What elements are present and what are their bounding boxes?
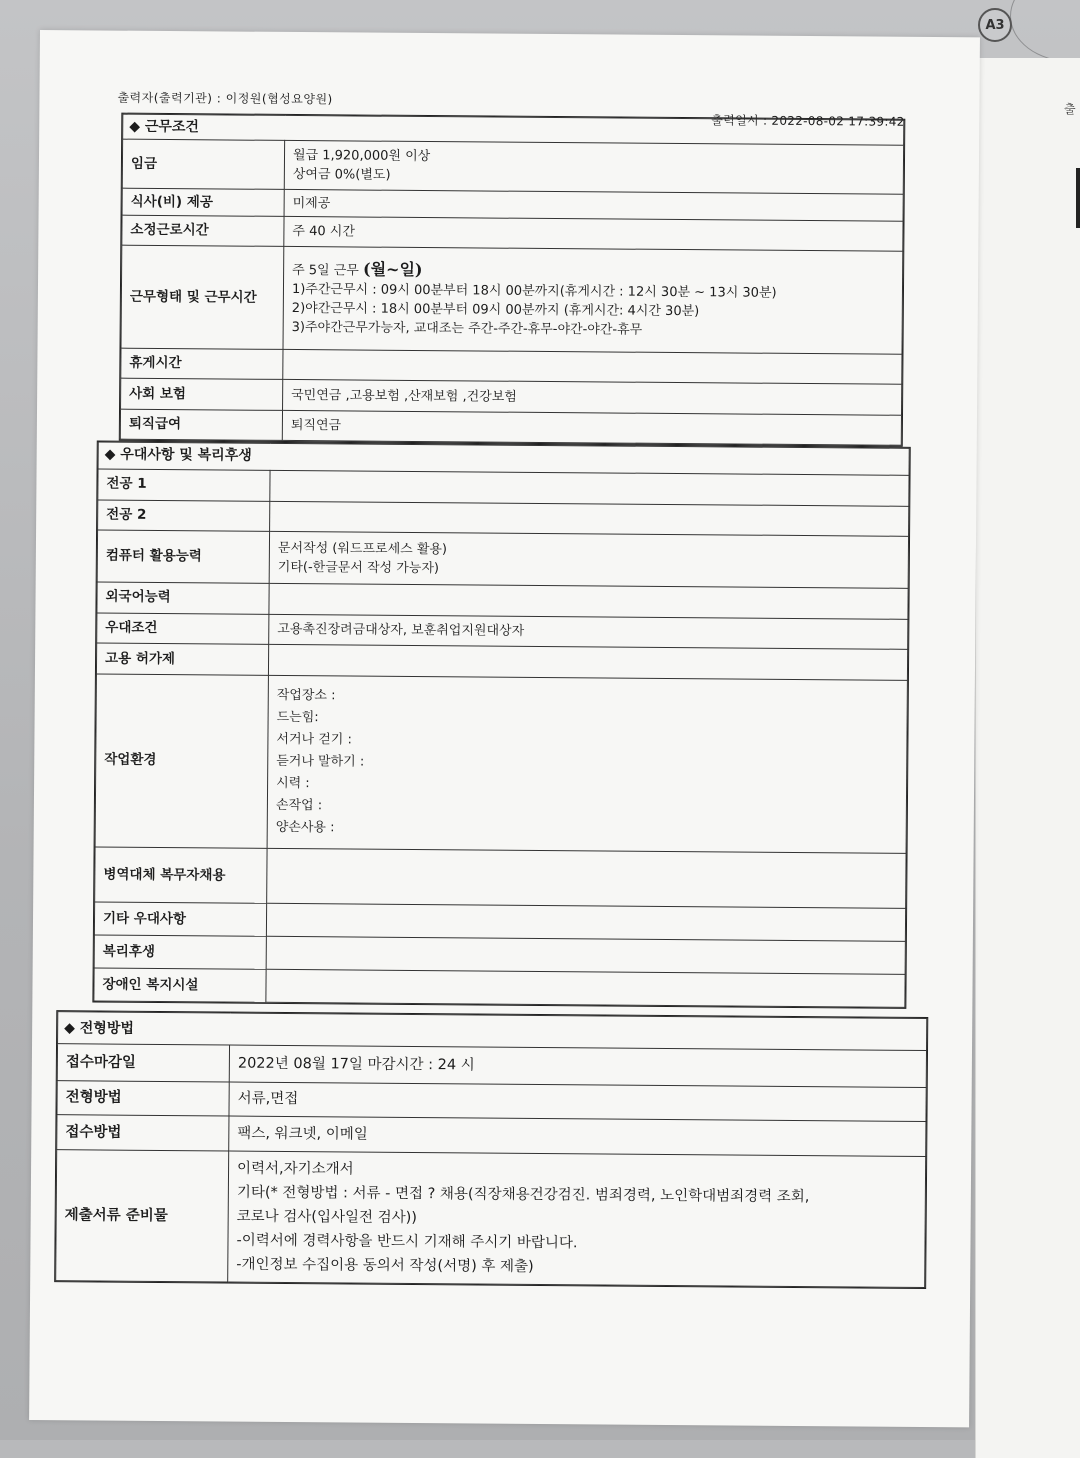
row-label: 휴게시간 [121, 348, 283, 379]
row-label: 복리후생 [94, 935, 266, 969]
method-value: 서류,면접 [229, 1082, 926, 1122]
row-label: 근무형태 및 근무시간 [121, 245, 284, 350]
row-label: 전형방법 [57, 1080, 229, 1116]
disability-facility-value [266, 969, 905, 1007]
document-page [29, 30, 980, 1427]
section-title: ◆ 전형방법 [58, 1012, 927, 1051]
selection-section [54, 1010, 928, 1289]
documents-value: 이력서,자기소개서 기타(* 전형방법 : 서류 - 면접 ? 채용(직장채용건강검진. 범죄경력, 노인학대범죄경력 조회, 코로나 검사(입사일전 검사)) -이력서에 경력사항을 반드시 기재해 주시기 바랍니다. -개인정보 수집이용 동의서 작성(서명) 후 제출) [228, 1151, 926, 1288]
printer-info: 출력자(출력기관) : 이정원(협성요양원) [117, 90, 333, 107]
section-title: ◆ 우대사항 및 복리후생 [98, 442, 909, 475]
row-label: 장애인 복지시설 [94, 968, 266, 1002]
preference-value: 고용촉진장려금대상자, 보훈취업지원대상자 [269, 614, 908, 650]
deadline-value: 2022년 08월 17일 마감시간 : 24 시 [229, 1045, 926, 1087]
work-conditions-section [119, 113, 906, 447]
other-preference-value [266, 904, 905, 942]
employment-permit-value [268, 645, 907, 681]
row-label: 병역대체 복무자채용 [95, 847, 267, 904]
adjacent-page [975, 58, 1080, 1458]
row-label: 퇴직급여 [120, 410, 282, 441]
a3-size-marker: A3 [978, 8, 1012, 42]
row-label: 기타 우대사항 [94, 902, 266, 936]
benefits-section [92, 440, 910, 1008]
row-label: 사회 보험 [121, 378, 283, 411]
row-label: 소정근로시간 [122, 215, 284, 246]
work-environment-value: 작업장소 : 드는힘: 서거나 걷기 : 듣거나 말하기 : 시력 : 손작업 : 양손사용 : [267, 675, 907, 853]
computer-skill-value: 문서작성 (워드프로세스 활용) 기타(-한글문서 작성 가능자) [269, 532, 908, 588]
work-schedule-value: 주 5일 근무 (월~일) 1)주간근무시 : 09시 00분부터 18시 00분까지(휴게시간 : 12시 30분 ~ 13시 30분) 2)야간근무시 : 18시 00분부터 09시 00분까지 (휴게시간: 4시간 30분) 3)주야간근무가능자, 교대조는 주간-주간-휴무-야간-야간-휴무 [283, 246, 903, 354]
row-label: 임금 [122, 139, 284, 189]
adjacent-page-header: 출 [1064, 102, 1076, 116]
application-value: 팩스, 워크넷, 이메일 [229, 1116, 926, 1156]
section-title: ◆ 근무조건 [123, 114, 904, 145]
row-label: 전공 2 [98, 499, 270, 531]
handwritten-note: (월~일) [362, 259, 423, 280]
welfare-value [266, 936, 905, 974]
meal-value: 미제공 [284, 189, 903, 221]
adjacent-page-mark [1076, 168, 1080, 228]
major2-value [270, 501, 909, 537]
insurance-value: 국민연금 ,고용보험 ,산재보험 ,건강보험 [283, 379, 902, 416]
military-value [267, 848, 906, 909]
wage-value: 월급 1,920,000원 이상 상여금 0%(별도) [284, 141, 903, 194]
row-label: 식사(비) 제공 [122, 188, 284, 217]
retirement-value: 퇴직연금 [282, 411, 901, 445]
major1-value [270, 470, 909, 506]
hours-value: 주 40 시간 [284, 217, 903, 251]
print-timestamp: 출력일시 : 2022-08-02 17:39:42 [711, 113, 905, 129]
row-label: 컴퓨터 활용능력 [97, 530, 269, 583]
row-label: 접수마감일 [57, 1044, 229, 1082]
row-label: 작업환경 [95, 674, 268, 848]
row-label: 접수방법 [57, 1115, 229, 1151]
row-label: 고용 허가제 [96, 643, 268, 675]
break-value [283, 350, 902, 384]
row-label: 전공 1 [98, 469, 270, 501]
row-label: 외국어능력 [97, 582, 269, 614]
language-value [269, 583, 908, 619]
row-label: 우대조건 [97, 612, 269, 644]
row-label: 제출서류 준비물 [56, 1149, 229, 1282]
